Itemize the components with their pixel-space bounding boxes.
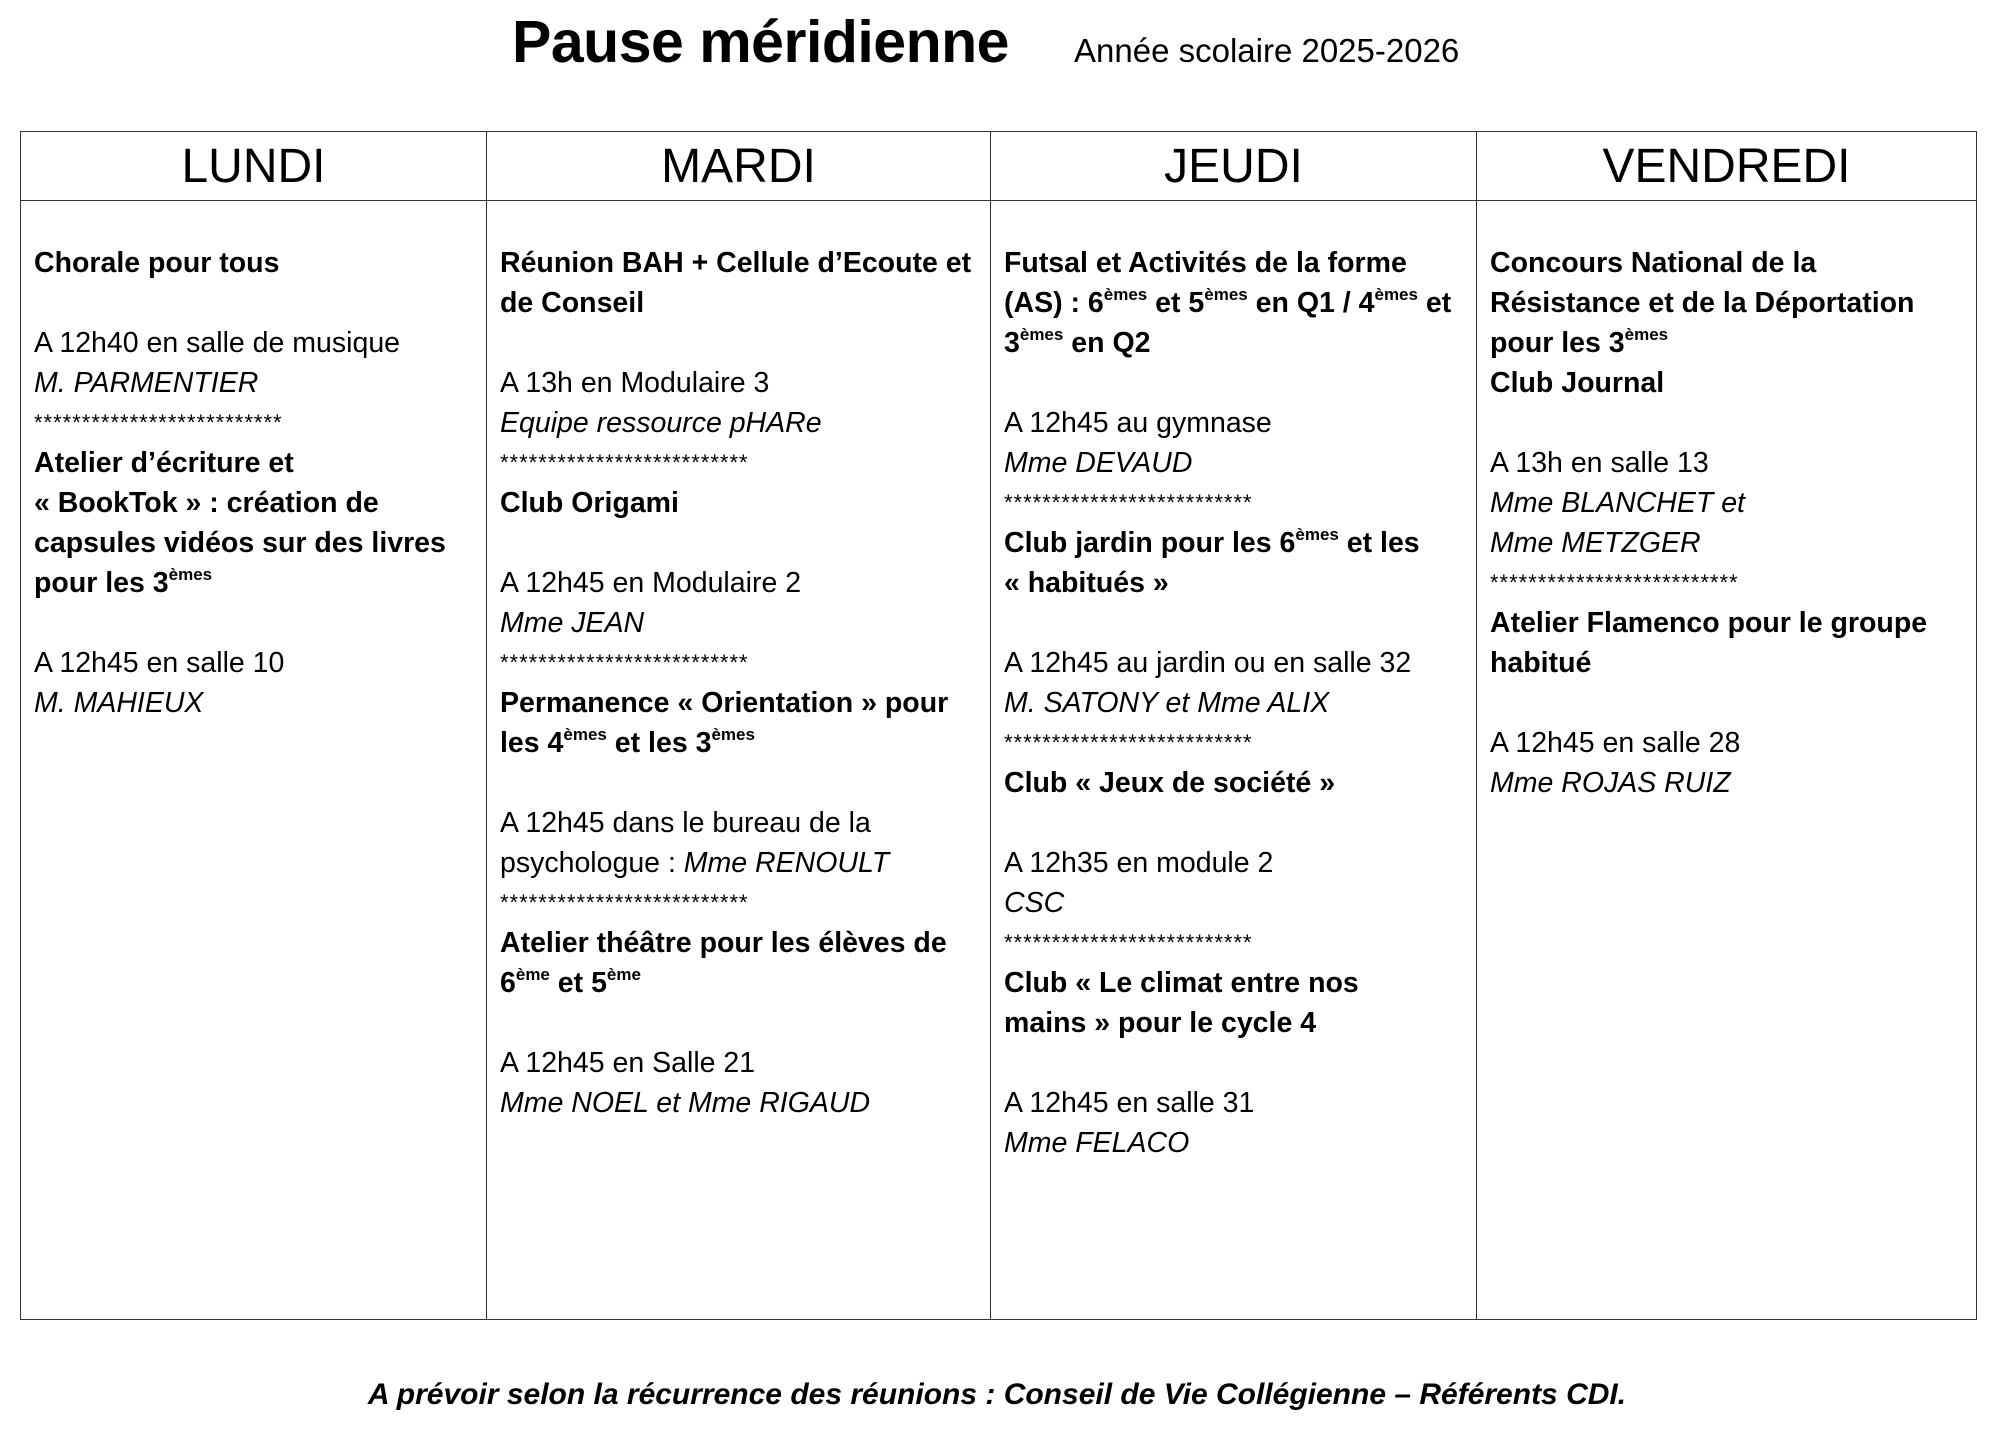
activity-title: Atelier Flamenco pour le groupe habitué [1490,607,1928,679]
separator: ************************** [1490,570,1739,595]
activity-title: Concours National de la Résistance et de la Déportation pour les 3èmes Club Journal [1490,247,1915,399]
separator: ************************** [1004,930,1253,955]
separator: ************************** [1004,730,1253,755]
activity-location: A 12h45 en salle 28 [1490,727,1741,759]
activity-supervisor: Mme FELACO [1004,1127,1190,1159]
activity-location: A 12h45 dans le bureau de la psychologue : Mme RENOULT [500,807,890,879]
page-header [0,0,1994,120]
activity-supervisor: Mme JEAN [500,607,645,639]
activity-title-line: pour les 3èmes [34,565,213,599]
day-header-jeudi: JEUDI [991,132,1477,201]
activity-location: A 12h40 en salle de musique [34,327,401,359]
activity-title-line: capsules vidéos sur des livres [34,527,446,559]
page-title: Pause méridienne [512,9,1009,75]
day-header-lundi: LUNDI [21,132,487,201]
day-header-vendredi: VENDREDI [1477,132,1977,201]
vendredi-cell [1477,201,1977,1320]
activity-title: Permanence « Orientation » pour les 4èmes et les 3èmes [500,687,949,759]
lundi-cell [21,201,487,1320]
activity-location: A 12h35 en module 2 [1004,847,1274,879]
activity-supervisor: Mme RENOULT [683,847,890,879]
activity-location: A 12h45 en Salle 21 [500,1047,756,1079]
activity-title-line: « BookTok » : création de [34,487,379,519]
activity-title: Atelier théâtre pour les élèves de 6ème et 5ème [500,927,947,999]
activity-supervisor: Mme NOEL et Mme RIGAUD [500,1087,871,1119]
separator: ************************** [34,410,283,435]
activity-title: Club Origami [500,487,679,519]
activity-title: Chorale pour tous [34,247,280,279]
mardi-cell [487,201,991,1320]
activity-supervisor: Mme ROJAS RUIZ [1490,767,1731,799]
activities-row [21,201,1977,1320]
activity-location: A 13h en Modulaire 3 [500,367,770,399]
activity-supervisor: Mme DEVAUD [1004,447,1193,479]
activity-location: A 12h45 au gymnase [1004,407,1272,439]
activity-supervisor: M. PARMENTIER [34,367,259,399]
schedule-table [20,131,1977,1320]
separator: ************************** [500,890,749,915]
activity-supervisor: M. MAHIEUX [34,687,204,719]
school-year: Année scolaire 2025-2026 [1074,32,1460,69]
activity-title-line: Atelier d’écriture et [34,447,294,479]
separator: ************************** [500,650,749,675]
activity-location: A 12h45 en salle 10 [34,647,285,679]
activity-title: Futsal et Activités de la forme (AS) : 6èmes et 5èmes en Q1 / 4èmes et 3èmes en Q2 [1004,247,1452,359]
activity-location: A 12h45 en Modulaire 2 [500,567,802,599]
activity-supervisor: Equipe ressource pHARe [500,407,822,439]
activity-location: A 13h en salle 13 [1490,447,1709,479]
activity-title: Réunion BAH + Cellule d’Ecoute et de Conseil [500,247,972,319]
day-header-mardi: MARDI [487,132,991,201]
jeudi-cell [991,201,1477,1320]
activity-supervisor: CSC [1004,887,1065,919]
activity-supervisor: Mme BLANCHET et Mme METZGER [1490,487,1745,559]
activity-title [34,443,474,603]
day-header-row [21,132,1977,201]
activity-title: Club jardin pour les 6èmes et les « habitués » [1004,525,1420,599]
activity-location: A 12h45 au jardin ou en salle 32 [1004,647,1412,679]
activity-location: A 12h45 en salle 31 [1004,1087,1255,1119]
activity-title: Club « Le climat entre nos mains » pour le cycle 4 [1004,967,1359,1039]
activity-title: Club « Jeux de société » [1004,767,1336,799]
footer-note: A prévoir selon la récurrence des réunions : Conseil de Vie Collégienne – Référents CDI. [367,1378,1627,1411]
separator: ************************** [500,450,749,475]
separator: ************************** [1004,490,1253,515]
activity-supervisor: M. SATONY et Mme ALIX [1004,687,1330,719]
